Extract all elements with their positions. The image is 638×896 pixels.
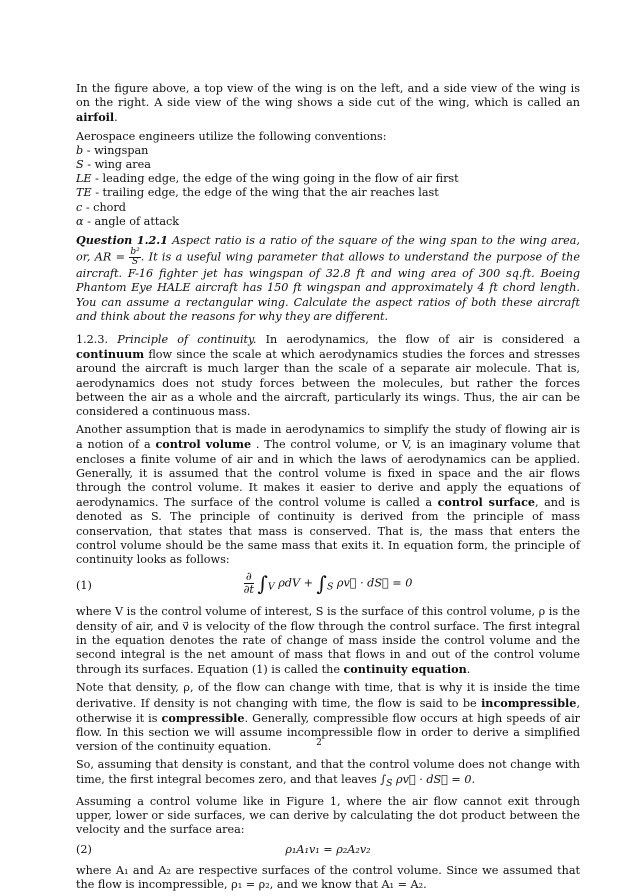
definition: - wingspan xyxy=(83,143,149,157)
text: . xyxy=(114,111,118,125)
integral-sign: ∫ xyxy=(257,571,268,596)
paragraph-airfoil xyxy=(76,82,580,126)
equation-number: (2) xyxy=(76,842,92,856)
conventions-list xyxy=(76,130,580,229)
equation-number: (1) xyxy=(76,579,92,593)
text: Note that density, ρ, of the flow can change with time, that is why it is inside the time derivative. If density is not changing with time, the flow is said to be xyxy=(76,681,580,710)
page-number: 2 xyxy=(316,738,322,748)
definition: - wing area xyxy=(83,158,151,172)
term-compressible: compressible xyxy=(161,710,245,725)
paragraph-where-1 xyxy=(76,605,580,677)
text: flow since the scale at which aerodynamics studies the forces and stresses around the aircraft is much larger than the scale of a separate air molecule. That is, aerodynamics does not study forces between the molecules, but rather the forces between the air as a whole and the aircraft, particularly its wings. Thus, the air can be considered a continuous mass. xyxy=(76,348,580,419)
symbol: TE xyxy=(76,186,92,200)
symbol: b xyxy=(76,143,84,157)
text: where V is the control volume of interest, S is the surface of this control volume, ρ is the density of air, and v⃗ is velocity of the flow through the control surface. The first integral in the equation denotes the rate of change of mass inside the control volume and the second integral is the net amount of mass that flows in and out of the control volume through its surfaces. Equation (1) is called the xyxy=(76,605,580,677)
text: , and is denoted as S. The principle of continuity is derived from the principle of mass conservation, that states that mass is conserved. That is, the mass that enters the control volume should be the same mass that exits it. In equation form, the principle of continuity looks as follows: xyxy=(76,496,580,567)
paragraph-continuity xyxy=(76,333,580,419)
term: ρdV + xyxy=(278,576,317,590)
convention-item xyxy=(76,201,580,215)
text: In the figure above, a top view of the wing is on the left, and a side view of the wing is on the right. A side view of the wing shows a side cut of the wing, which is called an xyxy=(76,82,580,110)
text: In aerodynamics, the flow of air is considered a xyxy=(256,333,580,347)
denominator: S xyxy=(131,257,139,268)
section-number: 1.2.3. xyxy=(76,333,109,347)
paragraph-where-2: where A₁ and A₂ are respective surfaces of the control volume. Since we assumed that the flow is incompressible, ρ₁ = ρ₂, and we know that A₁ = A₂. xyxy=(76,863,580,891)
text: , otherwise it is xyxy=(76,696,580,725)
equation-1 xyxy=(76,571,580,601)
aspect-ratio-fraction xyxy=(129,248,140,267)
integral-domain-s: S xyxy=(326,582,334,594)
paragraph-figure-1: Assuming a control volume like in Figure 1, where the air flow cannot exit through upper, lower or side surfaces, we can derive by calculating the dot product between the velocity and the surface area: xyxy=(76,794,580,837)
text: So, assuming that density is constant, and that the control volume does not change with time, the first integral becomes zero, and that leaves xyxy=(76,758,580,786)
term: ρv⃗ · dS⃗ = 0 xyxy=(336,576,413,590)
paragraph-assume xyxy=(76,758,580,791)
convention-item xyxy=(76,186,580,200)
symbol: c xyxy=(76,200,83,214)
text: Aspect ratio is a ratio of the square of the wing span to the wing area, or, AR = xyxy=(76,234,580,264)
equation-body xyxy=(76,571,580,596)
convention-item xyxy=(76,158,580,172)
time-derivative xyxy=(244,571,254,596)
numerator: b² xyxy=(130,247,140,258)
text: . xyxy=(466,663,471,677)
term-control-surface: control surface xyxy=(437,495,535,510)
definition: - chord xyxy=(82,200,126,214)
page-content xyxy=(76,82,580,896)
term-continuum: continuum xyxy=(76,347,145,362)
section-title: Principle of continuity. xyxy=(117,333,257,347)
equation-2 xyxy=(76,842,580,860)
definition: - leading edge, the edge of the wing going in the flow of air first xyxy=(91,172,459,186)
convention-item xyxy=(76,172,580,186)
question-block xyxy=(76,233,580,324)
text: . Generally, compressible flow occurs at high speeds of air flow. In this section we will assume incompressible flow in order to derive a simplified version of the continuity equation. xyxy=(76,711,580,754)
text: . The control volume, or V, is an imaginary volume that encloses a finite volume of air and in which the laws of aerodynamics can be applied. Generally, it is assumed that the control volume is fixed in space and the air flows through the control volume. It makes it easier to derive and apply the equations of aerodynamics. The surface of the control volume is called a xyxy=(76,438,580,510)
integral-domain-s: S xyxy=(386,777,393,789)
term-airfoil: airfoil xyxy=(76,110,115,125)
text: . It is a useful wing parameter that allows to understand the purpose of the aircraft. F-16 fighter jet has wingspan of 32.8 ft and wing area of 300 sq.ft. Boeing Phantom Eye HALE aircraft has 150 ft wingspan and approximately 4 ft chord length. You can assume a rectangular wing. Calculate the aspect ratios of both these aircraft and think about the reasons for why they are different. xyxy=(76,250,580,323)
convention-item xyxy=(76,144,580,158)
denominator: ∂t xyxy=(243,583,254,597)
symbol: S xyxy=(76,158,84,172)
integral-domain-v: V xyxy=(267,582,275,594)
integral-sign: ∫ xyxy=(316,571,327,596)
conventions-intro: Aerospace engineers utilize the following conventions: xyxy=(76,129,387,143)
term-incompressible: incompressible xyxy=(481,695,577,710)
convention-item xyxy=(76,215,580,229)
numerator: ∂ xyxy=(244,571,254,584)
definition: - trailing edge, the edge of the wing that the air reaches last xyxy=(91,186,439,200)
definition: - angle of attack xyxy=(83,214,180,228)
text: Another assumption that is made in aerodynamics to simplify the study of flowing air is a notion of a xyxy=(76,423,580,452)
term-control-volume: control volume xyxy=(155,437,252,452)
question-heading: Question 1.2.1 xyxy=(76,233,168,248)
symbol: α xyxy=(76,214,84,228)
text: ρv⃗ · dS⃗ = 0. xyxy=(392,772,476,786)
equation-body: ρ₁A₁v₁ = ρ₂A₂v₂ xyxy=(285,842,371,856)
paragraph-control-volume xyxy=(76,423,580,567)
term-continuity-equation: continuity equation xyxy=(343,662,467,677)
integral-sign: ∫ xyxy=(380,772,387,786)
symbol: LE xyxy=(76,172,92,186)
